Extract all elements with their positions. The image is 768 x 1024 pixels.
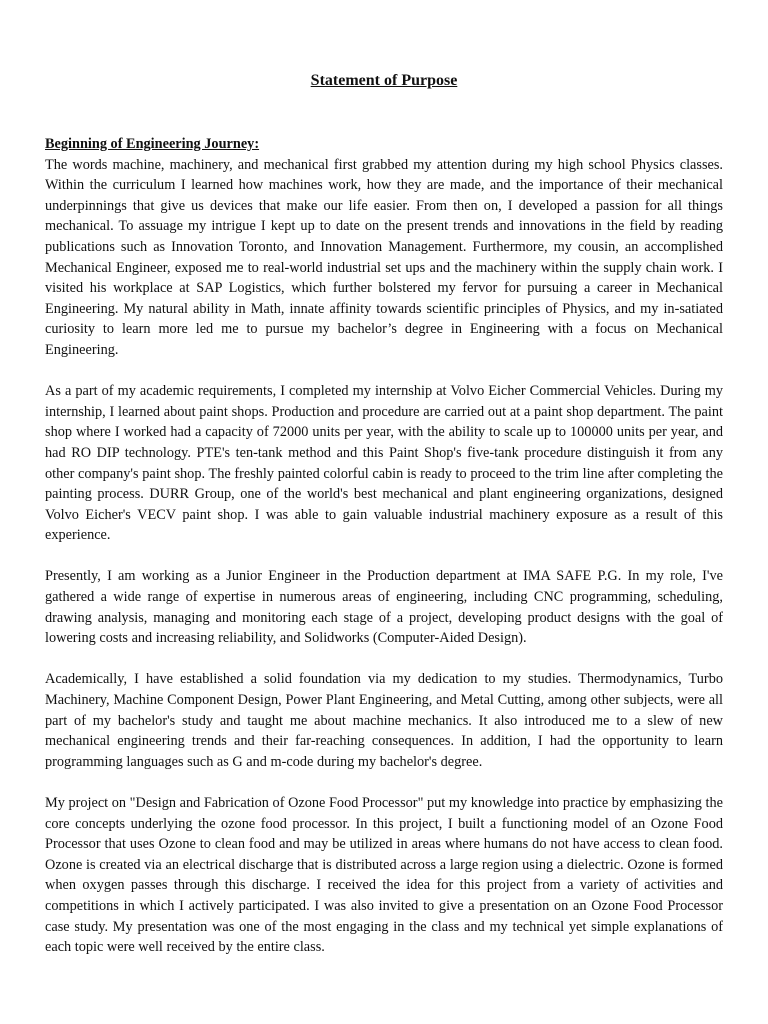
paragraph-2: As a part of my academic requirements, I completed my internship at Volvo Eicher Commercial Vehicles. During my internship, I learned about paint shops. Production and procedure are carried out at a paint shop department. The paint shop where I worked had a capacity of 72000 units per year, with the ability to scale up to 100000 units per year, and had RO DIP technology. PTE's ten-tank method and this Paint Shop's five-tank procedure distinguish it from any other company's paint shop. The freshly painted colorful cabin is ready to proceed to the trim line after completing the painting process. DURR Group, one of the world's best mechanical and plant engineering organizations, designed Volvo Eicher's VECV paint shop. I was able to gain valuable industrial machinery exposure as a result of this experience.	[45, 383, 723, 544]
document-title: Statement of Purpose	[310, 72, 458, 89]
section-heading: Beginning of Engineering Journey:	[45, 136, 260, 152]
document-page	[45, 70, 723, 978]
paragraph-3: Presently, I am working as a Junior Engineer in the Production department at IMA SAFE P.G. In my role, I've gathered a wide range of expertise in numerous areas of engineering, including CNC programming, scheduling, drawing analysis, managing and monitoring each stage of a project, developing product designs with the goal of lowering costs and increasing reliability, and Solidworks (Computer-Aided Design).	[45, 568, 723, 647]
paragraph-5: My project on "Design and Fabrication of Ozone Food Processor" put my knowledge into practice by emphasizing the core concepts underlying the ozone food processor. In this project, I built a functioning model of an Ozone Food Processor that uses Ozone to clean food and may be utilized in areas where humans do not have access to clean food. Ozone is created via an electrical discharge that is distributed across a large region using a dielectric. Ozone is formed when oxygen passes through this discharge. I received the idea for this project from a variety of activities and competitions in which I actively participated. I was also invited to give a presentation on an Ozone Food Processor case study. My presentation was one of the most engaging in the class and my technical yet simple explanations of each topic were well received by the entire class.	[45, 795, 723, 956]
paragraph-4: Academically, I have established a solid foundation via my dedication to my studies. Thermodynamics, Turbo Machinery, Machine Component Design, Power Plant Engineering, and Metal Cutting, among other subjects, were all part of my bachelor's study and taught me about machine mechanics. It also introduced me to a slew of new mechanical engineering trends and their far-reaching consequences. In addition, I had the opportunity to learn programming languages such as G and m-code during my bachelor's degree.	[45, 671, 723, 770]
paragraph-1: The words machine, machinery, and mechanical first grabbed my attention during my high school Physics classes. Within the curriculum I learned how machines work, how they are made, and the importance of their mechanical underpinnings that give us devices that make our life easier. From then on, I developed a passion for all things mechanical. To assuage my intrigue I kept up to date on the present trends and innovations in the field by reading publications such as Innovation Toronto, and Innovation Management. Furthermore, my cousin, an accomplished Mechanical Engineer, exposed me to real-world industrial set ups and the machinery within the supply chain work. I visited his workplace at SAP Logistics, which further bolstered my fervor for pursuing a career in Mechanical Engineering. My natural ability in Math, innate affinity towards scientific principles of Physics, and my in-satiated curiosity to learn more led me to pursue my bachelor’s degree in Engineering with a focus on Mechanical Engineering.	[45, 156, 723, 358]
